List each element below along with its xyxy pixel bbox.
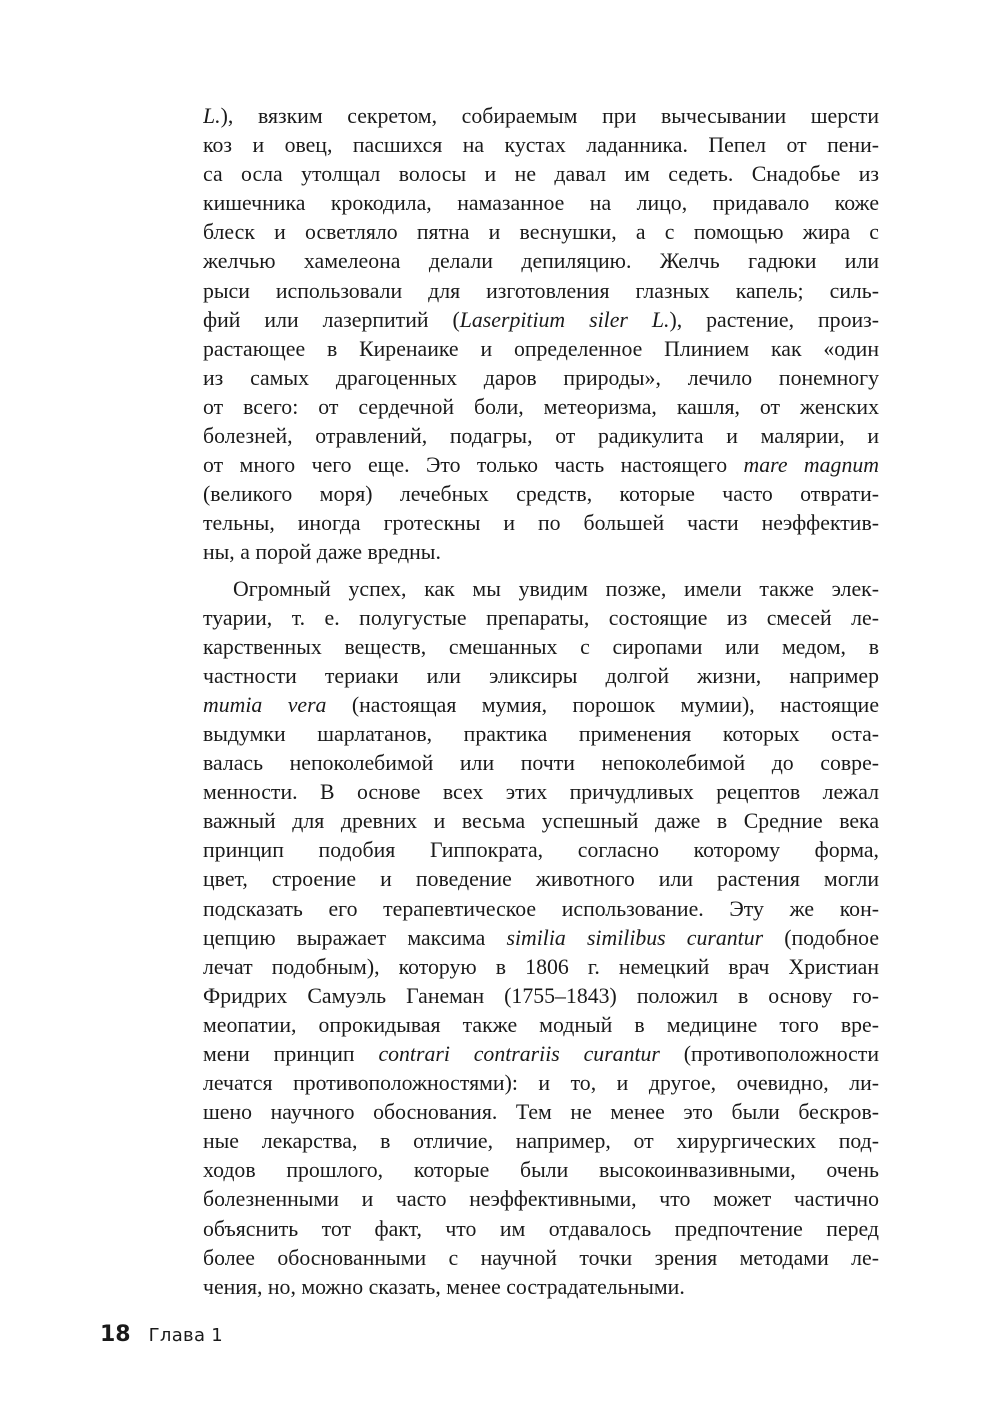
text-line: растающее в Киренаике и определенное Плинием как «один	[203, 336, 879, 361]
text-line: шено научного обоснования. Тем не менее это были бескров-	[203, 1100, 879, 1125]
text-line: принцип подобия Гиппократа, согласно которому форма,	[203, 838, 879, 863]
text-line: фий или лазерпитий (Laserpitium siler L.), растение, произ-	[203, 307, 879, 332]
text-line: кишечника крокодила, намазанное на лицо, придавало коже	[203, 191, 879, 216]
text-line: лечат подобным), которую в 1806 г. немецкий врач Христиан	[203, 954, 879, 979]
italic-text: L.	[203, 104, 221, 128]
text-line: из самых драгоценных даров природы», лечило понемногу	[203, 365, 879, 390]
text-line: (великого моря) лечебных средств, которые часто отврати-	[203, 482, 879, 507]
paragraph-1	[203, 102, 879, 568]
text-line: лечатся противоположностями): и то, и другое, очевидно, ли-	[203, 1071, 879, 1096]
page-footer	[100, 1322, 223, 1356]
text-line: блеск и осветляло пятна и веснушки, а с помощью жира с	[203, 220, 879, 245]
text-line: более обоснованными с научной точки зрения методами ле-	[203, 1245, 879, 1270]
paragraph-gap	[203, 568, 879, 575]
text-line: рыси использовали для изготовления глазных капель; силь-	[203, 278, 879, 303]
text-line: объяснить тот факт, что им отдавалось предпочтение перед	[203, 1216, 879, 1241]
text-line: меопатии, опрокидывая также модный в медицине того вре-	[203, 1012, 879, 1037]
page-number: 18	[100, 1322, 131, 1347]
text-line: частности териаки или эликсиры долгой жизни, например	[203, 663, 879, 688]
text-line: чения, но, можно сказать, менее сострадательными.	[203, 1274, 685, 1299]
text-line: болезненными и часто неэффективными, что может частично	[203, 1187, 879, 1212]
text-line: подсказать его терапевтическое использование. Эту же кон-	[203, 896, 879, 921]
text-line: важный для древних и весьма успешный даже в Средние века	[203, 809, 879, 834]
text-line: цепцию выражает максима similia similibus curantur (подобное	[203, 925, 879, 950]
text-line: цвет, строение и поведение животного или растения могли	[203, 867, 879, 892]
text-line: Фридрих Самуэль Ганеман (1755–1843) положил в основу го-	[203, 983, 879, 1008]
text-line: Огромный успех, как мы увидим позже, имели также элек-	[233, 576, 879, 601]
italic-text: mare magnum	[743, 453, 879, 478]
text-line: тельны, иногда гротескны и по большей части неэффектив-	[203, 511, 879, 536]
text-line: мени принцип contrari contrariis curantur (противоположности	[203, 1042, 879, 1066]
text-line: mumia vera (настоящая мумия, порошок мумии), настоящие	[203, 692, 879, 717]
text-line: коз и овец, пасшихся на кустах ладанника. Пепел от пени-	[203, 133, 879, 158]
text-line: ные лекарства, в отличие, например, от хирургических под-	[203, 1129, 879, 1154]
text-line: карственных веществ, смешанных с сиропами или медом, в	[203, 634, 879, 659]
text-line: болезней, отравлений, подагры, от радикулита и малярии, и	[203, 424, 879, 449]
text-line: от всего: от сердечной боли, метеоризма, кашля, от женских	[203, 394, 879, 419]
italic-text: similia similibus curantur	[506, 925, 764, 950]
text-line: ны, а порой даже вредны.	[203, 540, 441, 565]
text-line: менности. В основе всех этих причудливых рецептов лежал	[203, 780, 879, 805]
text-line: туарии, т. е. полугустые препараты, состоящие из смесей ле-	[203, 605, 879, 630]
chapter-label: Глава 1	[148, 1325, 224, 1346]
body-text	[203, 102, 879, 1302]
text-line: ходов прошлого, которые были высокоинвазивными, очень	[203, 1158, 879, 1183]
italic-text: mumia vera	[203, 692, 327, 717]
text-line: са осла утолщал волосы и не давал им седеть. Снадобье из	[203, 162, 879, 187]
paragraph-2	[203, 575, 879, 1302]
text-line: L.), вязким секретом, собираемым при вычесывании шерсти	[203, 104, 879, 128]
italic-text: Laserpitium siler L.	[459, 307, 670, 332]
text-line: желчью хамелеона делали депиляцию. Желчь гадюки или	[203, 249, 879, 274]
text-line: от много чего еще. Это только часть настоящего mare magnum	[203, 453, 879, 478]
italic-text: contrari contrariis curantur	[378, 1042, 660, 1066]
text-line: выдумки шарлатанов, практика применения которых оста-	[203, 721, 879, 746]
text-line: валась непоколебимой или почти непоколебимой до совре-	[203, 751, 879, 776]
